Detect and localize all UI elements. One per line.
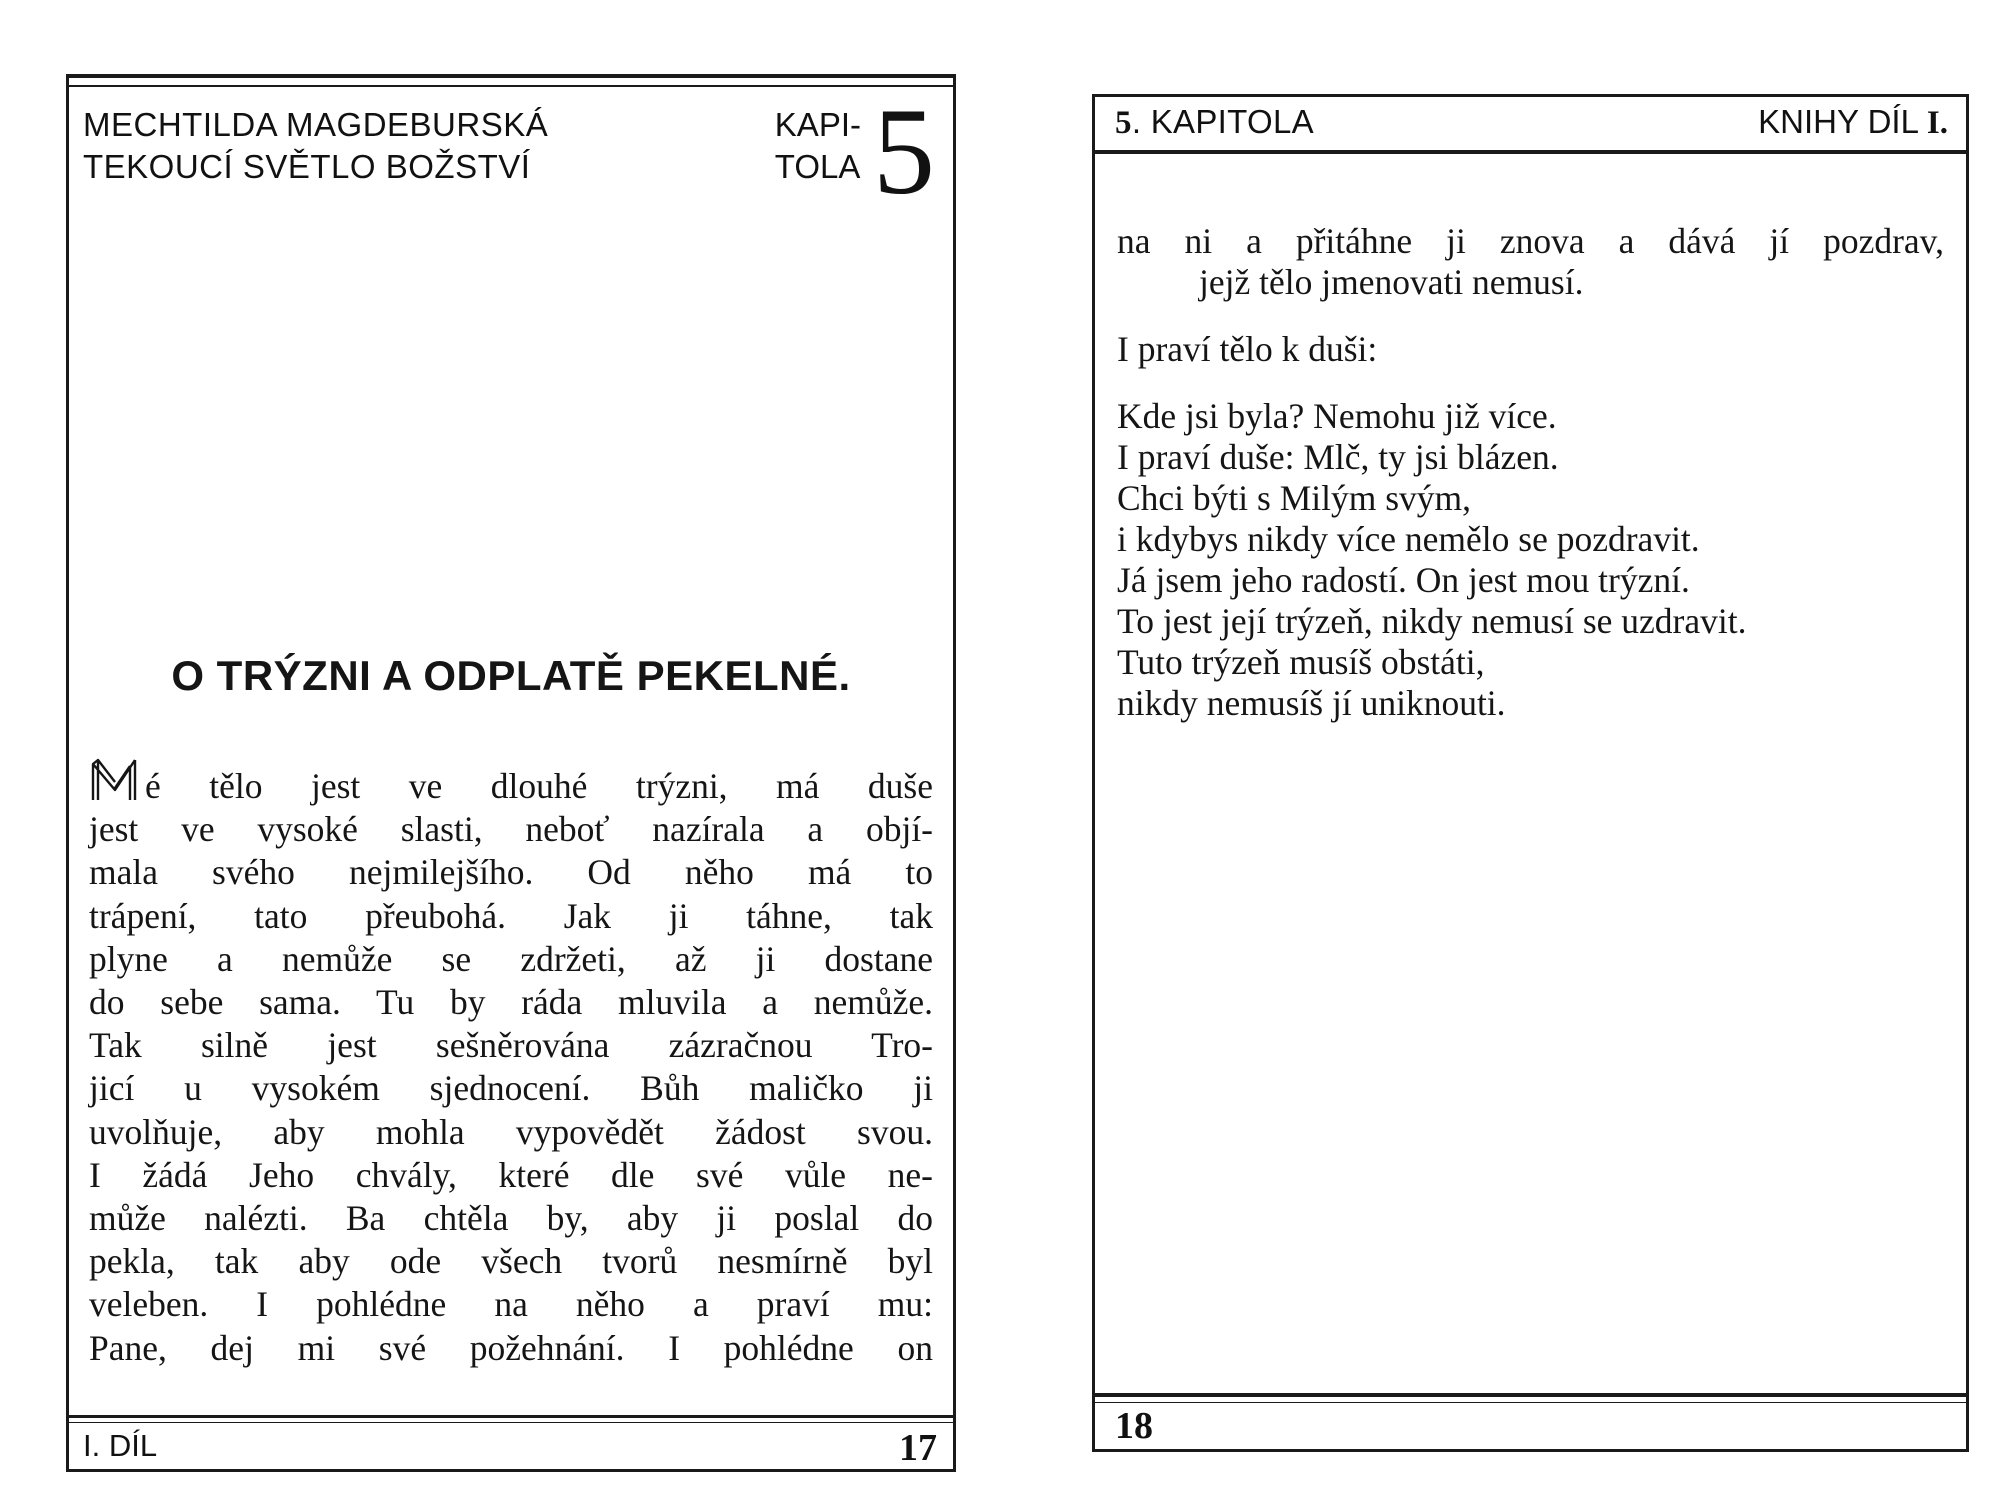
left-page-header xyxy=(69,83,953,220)
book-part-number: I. xyxy=(1926,105,1948,141)
author-name: MECHTILDA MAGDEBURSKÁ xyxy=(83,106,549,143)
text-line: I praví tělo k duši: xyxy=(1117,329,1378,369)
text-line: I žádá Jeho chvály, které dle své vůle ne- xyxy=(89,1154,933,1195)
verse-line: Kde jsi byla? Nemohu již více. xyxy=(1117,396,1557,436)
page-number: 17 xyxy=(899,1427,937,1469)
running-chapter-number: 5 xyxy=(1115,105,1132,141)
text-line-content: é tělo jest ve dlouhé trýzni, má duše xyxy=(145,766,933,806)
verse-line: nikdy nemusíš jí uniknouti. xyxy=(1117,683,1506,723)
left-body-text xyxy=(89,758,933,1370)
dropcap-m-icon xyxy=(89,758,139,802)
verse-line: To jest její trýzeň, nikdy nemusí se uzdravit. xyxy=(1117,601,1747,641)
text-line: trápení, tato přeubohá. Jak ji táhne, tak xyxy=(89,895,933,936)
kapitola-label xyxy=(775,104,861,188)
running-chapter-label: . KAPITOLA xyxy=(1131,103,1314,140)
verse-line: i kdybys nikdy více nemělo se pozdravit. xyxy=(1117,519,1700,559)
text-line: pekla, tak aby ode všech tvorů nesmírně byl xyxy=(89,1241,933,1282)
running-book-part xyxy=(1758,103,1948,142)
text-line: uvolňuje, aby mohla vypovědět žádost svou. xyxy=(89,1111,933,1152)
chapter-title: O TRÝZNI A ODPLATĚ PEKELNÉ. xyxy=(171,652,851,699)
text-line: jicí u vysokém sjednocení. Bůh maličko ji xyxy=(89,1068,933,1109)
verse-line: Chci býti s Milým svým, xyxy=(1117,478,1472,518)
verse-block xyxy=(1117,396,1944,724)
header-double-rule xyxy=(66,85,956,87)
chapter-number: 5 xyxy=(873,83,935,220)
paragraph xyxy=(1117,221,1944,303)
verse-line: I praví duše: Mlč, ty jsi blázen. xyxy=(1117,437,1559,477)
text-line: Pane, dej mi své požehnání. I pohlédne on xyxy=(89,1327,933,1368)
kapitola-line-2: TOLA xyxy=(774,148,861,185)
text-line: jejž tělo jmenovati nemusí. xyxy=(1199,262,1584,302)
paragraph xyxy=(1117,329,1944,370)
right-page-footer xyxy=(1095,1393,1966,1449)
left-page-footer xyxy=(69,1415,953,1469)
right-page xyxy=(1092,94,1969,1452)
text-line: může nalézti. Ba chtěla by, aby ji poslal do xyxy=(89,1198,933,1239)
text-line: jest ve vysoké slasti, neboť nazírala a objí- xyxy=(89,809,933,850)
text-line xyxy=(89,758,933,808)
text-line: veleben. I pohlédne na něho a praví mu: xyxy=(89,1284,933,1325)
work-title: TEKOUCÍ SVĚTLO BOŽSTVÍ xyxy=(83,148,531,185)
running-chapter xyxy=(1115,103,1314,142)
text-line: mala svého nejmilejšího. Od něho má to xyxy=(89,852,933,893)
text-line: Tak silně jest sešněrována zázračnou Tro- xyxy=(89,1025,933,1066)
right-body-text xyxy=(1117,221,1944,750)
svg-text:M: M xyxy=(89,758,90,759)
verse-line: Já jsem jeho radostí. On jest mou trýzní. xyxy=(1117,560,1690,600)
left-page xyxy=(66,74,956,1472)
kapitola-line-1: KAPI- xyxy=(774,106,861,143)
verse-line: Tuto trýzeň musíš obstáti, xyxy=(1117,642,1485,682)
book-label: KNIHY DÍL xyxy=(1758,103,1927,140)
text-line: na ni a přitáhne ji znova a dává jí pozdrav, xyxy=(1117,221,1944,261)
right-page-header xyxy=(1095,97,1966,154)
running-title xyxy=(83,104,548,188)
text-line: plyne a nemůže se zdržeti, až ji dostane xyxy=(89,938,933,979)
part-label: I. DÍL xyxy=(83,1428,158,1463)
page-number: 18 xyxy=(1115,1405,1153,1447)
text-line: do sebe sama. Tu by ráda mluvila a nemůže. xyxy=(89,982,933,1023)
